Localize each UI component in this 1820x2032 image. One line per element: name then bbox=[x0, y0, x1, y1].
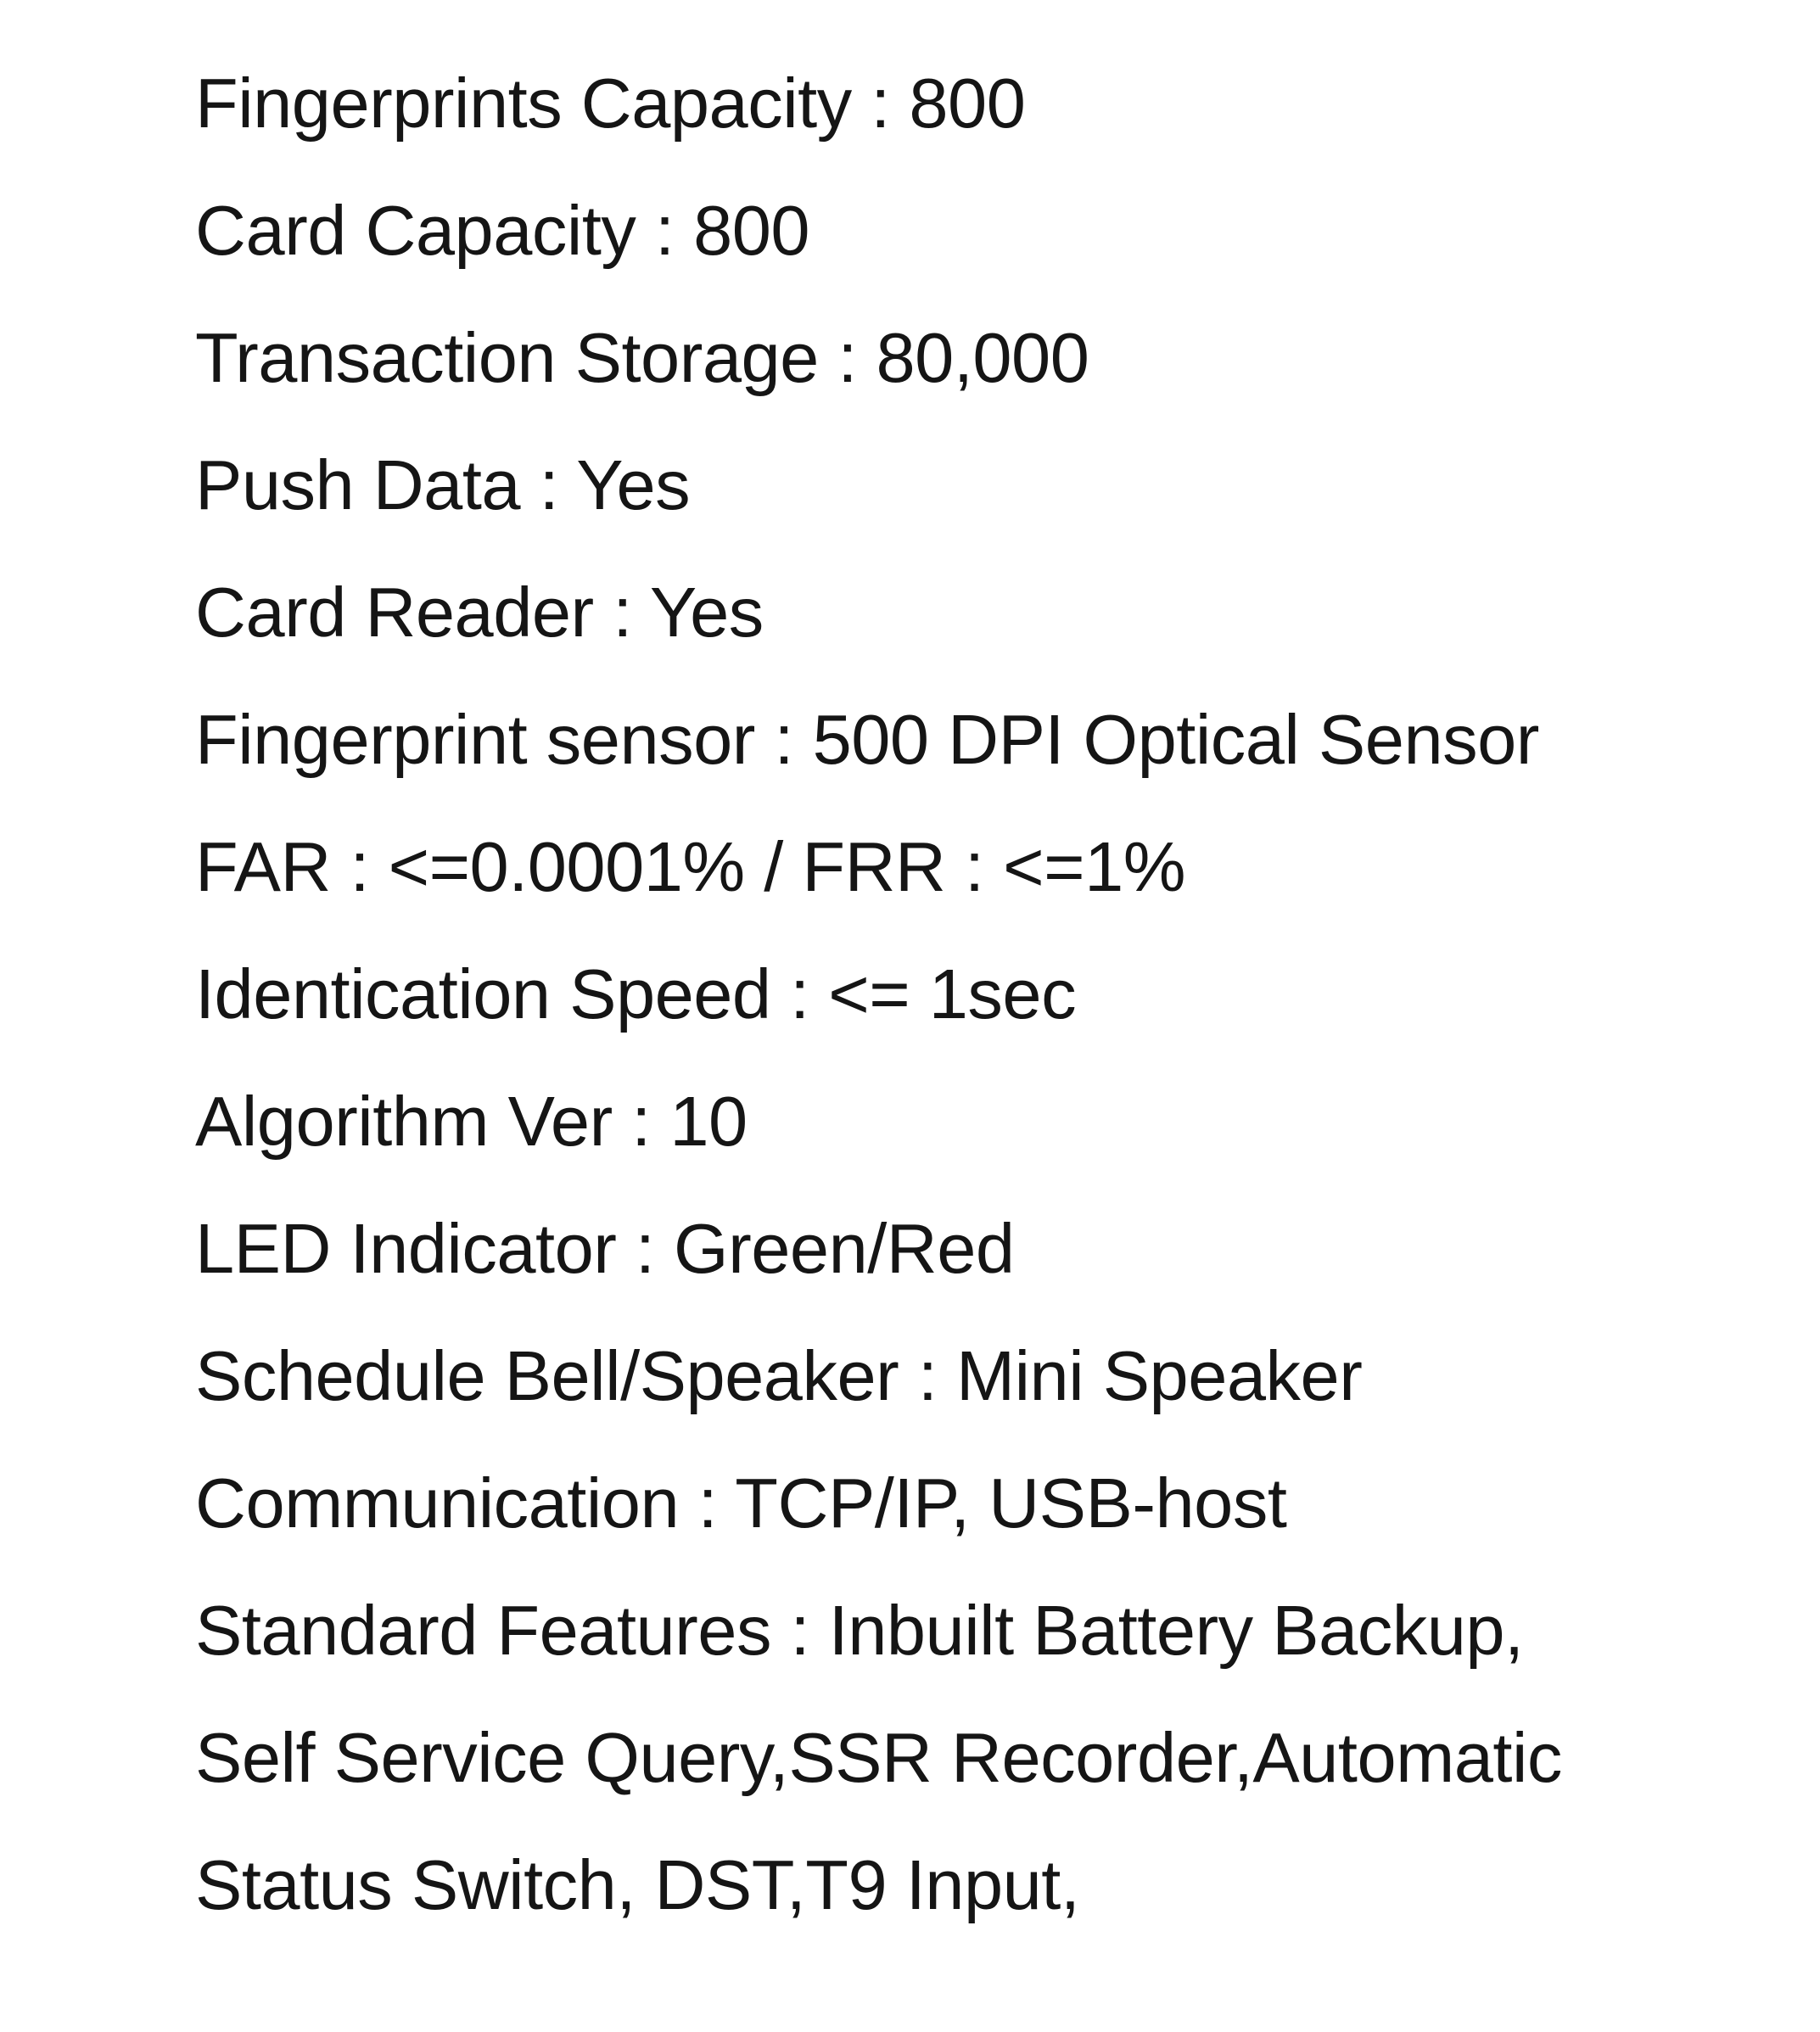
spec-transaction-storage: Transaction Storage : 80,000 bbox=[195, 318, 1089, 397]
spec-communication: Communication : TCP/IP, USB-host bbox=[195, 1464, 1287, 1542]
spec-schedule-bell-speaker: Schedule Bell/Speaker : Mini Speaker bbox=[195, 1336, 1363, 1415]
spec-standard-features-continued-2: Status Switch, DST,T9 Input, bbox=[195, 1845, 1080, 1924]
spec-standard-features: Standard Features : Inbuilt Battery Backup, bbox=[195, 1591, 1524, 1670]
spec-identification-speed: Identication Speed : <= 1sec bbox=[195, 954, 1077, 1033]
spec-push-data: Push Data : Yes bbox=[195, 445, 691, 524]
spec-fingerprint-sensor: Fingerprint sensor : 500 DPI Optical Sensor bbox=[195, 700, 1539, 779]
spec-card-reader: Card Reader : Yes bbox=[195, 573, 764, 652]
spec-far-frr: FAR : <=0.0001% / FRR : <=1% bbox=[195, 827, 1186, 906]
spec-fingerprints-capacity: Fingerprints Capacity : 800 bbox=[195, 64, 1026, 143]
spec-standard-features-continued-1: Self Service Query,SSR Recorder,Automatic bbox=[195, 1718, 1562, 1797]
spec-led-indicator: LED Indicator : Green/Red bbox=[195, 1209, 1015, 1288]
spec-card-capacity: Card Capacity : 800 bbox=[195, 191, 810, 270]
spec-algorithm-version: Algorithm Ver : 10 bbox=[195, 1082, 748, 1161]
